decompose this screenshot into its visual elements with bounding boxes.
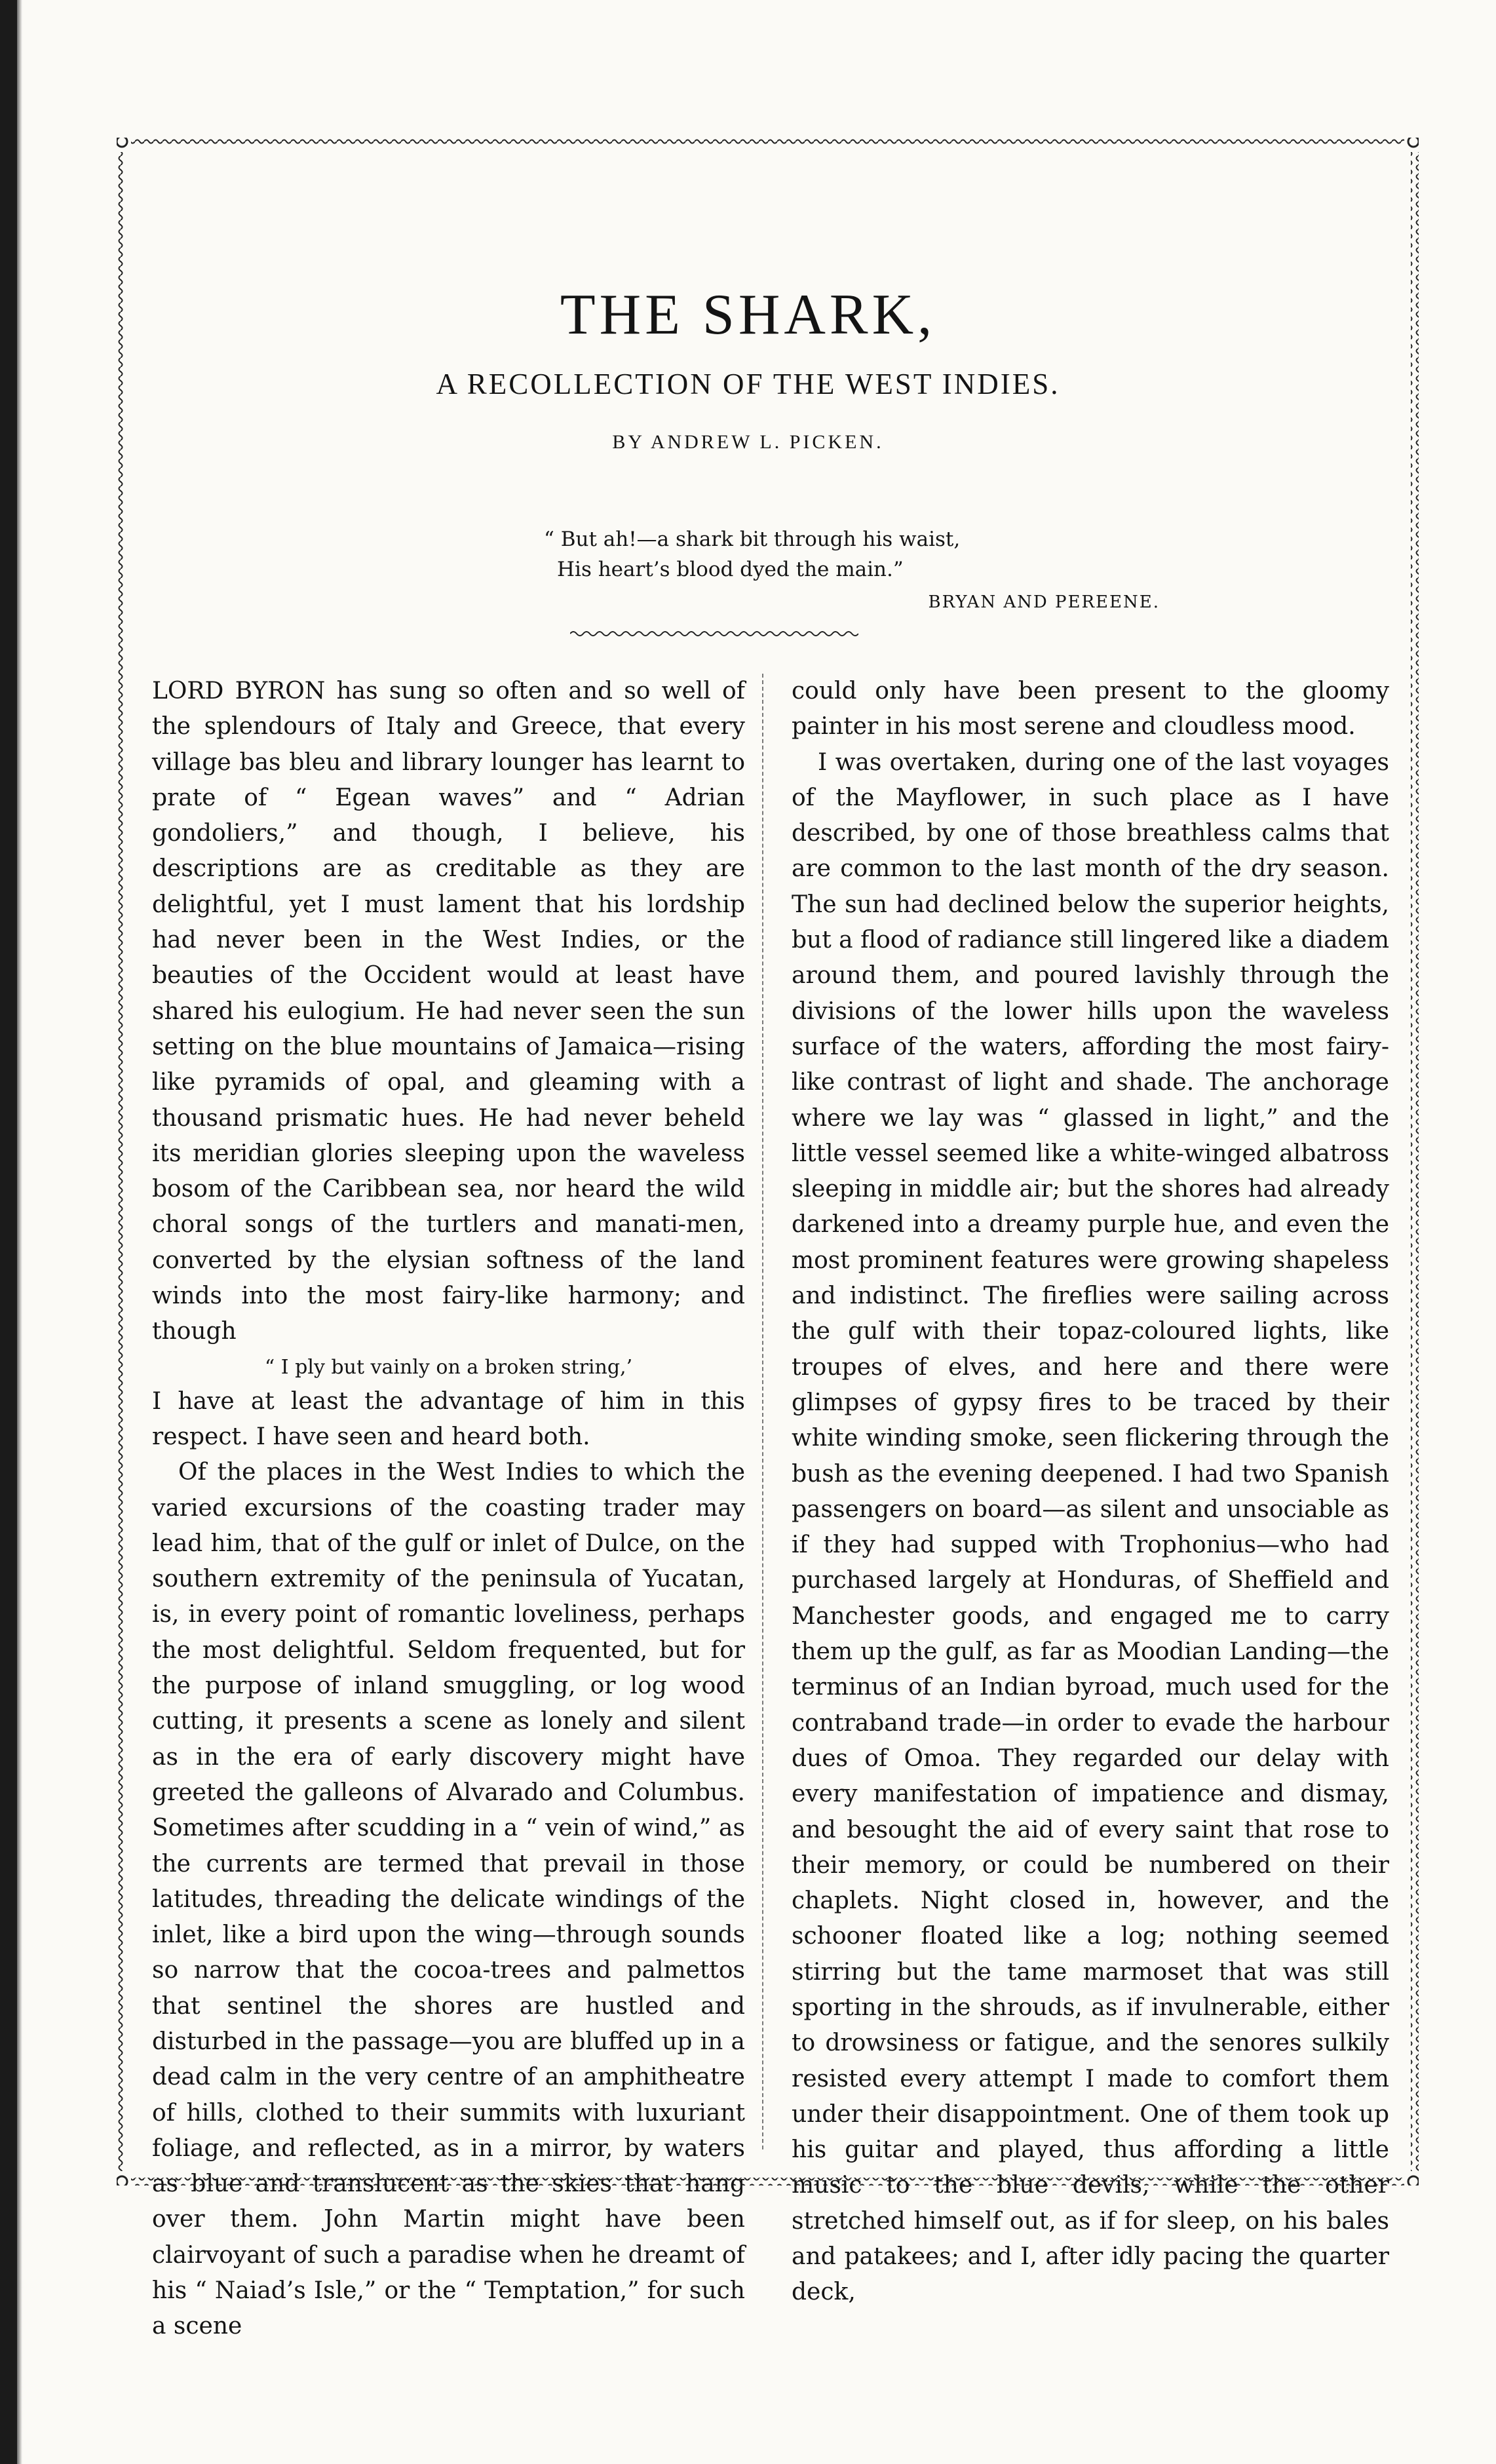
- epigraph-attribution: BRYAN AND PEREENE.: [928, 592, 1160, 612]
- paragraph: Of the places in the West Indies to which the varied excursions of the coasting trader may lead him, that of the gulf or inlet of Dulce, on the southern extremity of the peninsula of Yucatan, is, in every point of romantic loveliness, perhaps the most delightful. Seldom frequented, but for the purpose of inland smuggling, or log wood cutting, it presents a scene as lonely and silent as in the era of early discovery might have greeted the galleons of Alvarado and Columbus. Sometimes after scudding in a “ vein of wind,” as the currents are termed that prevail in those latitudes, threading the delicate windings of the inlet, like a bird upon the wing—through sounds so narrow that the cocoa-trees and palmettos that sentinel the shores are hustled and disturbed in the passage—you are bluffed up in a dead calm in the very centre of an amphitheatre of hills, clothed to their summits with luxuriant foliage, and reflected, as in a mirror, by waters as blue and translucent as the skies that hang over them. John Martin might have been clairvoyant of such a paradise when he dreamt of his “ Naiad’s Isle,” or the “ Temptation,” for such a scene: [152, 1459, 745, 2340]
- epigraph-line: “ But ah!—a shark bit through his waist,: [544, 528, 961, 551]
- right-column: [792, 674, 1389, 2311]
- article-subtitle: A RECOLLECTION OF THE WEST INDIES.: [436, 368, 1060, 400]
- epigraph-line: His heart’s blood dyed the main.”: [557, 558, 904, 581]
- column-divider: [762, 674, 763, 2149]
- inline-quote: “ I ply but vainly on a broken string,’: [264, 1355, 633, 1379]
- paragraph: I was overtaken, during one of the last voyages of the Mayflower, in such place as I have described, by one of those breathless calms that are common to the last month of the dry season. The sun had declined below the superior heights, but a flood of radiance still lingered like a diadem around them, and poured lavishly through the divisions of the lower hills upon the waveless surface of the waters, affording the most fairy-like contrast of light and shade. The anchorage where we lay was “ glassed in light,” and the little vessel seemed like a white-winged albatross sleeping in middle air; but the shores had already darkened into a dreamy purple hue, and even the most prominent features were growing shapeless and indistinct. The fireflies were sailing across the gulf with their topaz-coloured lights, like troupes of elves, and here and there were glimpses of gypsy fires to be traced by their white winding smoke, seen flickering through the bush as the evening deepened. I had two Spanish passengers on board—as silent and unsociable as if they had supped with Trophonius—who had purchased largely at Honduras, of Sheffield and Manchester goods, and engaged me to carry them up the gulf, as far as Moodian Landing—the terminus of an Indian byroad, much used for the contraband trade—in order to evade the harbour dues of Omoa. They regarded our delay with every manifestation of impatience and dismay, and besought the aid of every saint that rose to their memory, or could be numbered on their chaplets. Night closed in, however, and the schooner floated like a log; nothing seemed stirring but the tame marmoset that was still sporting in the shrouds, as if invulnerable, either to drowsiness or fatigue, and the senores sulkily resisted every attempt I made to comfort them under their disappointment. One of them took up his guitar and played, thus affording a little music to the blue devils, while the other stretched himself out, as if for sleep, on his bales and patakees; and I, after idly pacing the quarter deck,: [792, 748, 1389, 2306]
- author-byline: BY ANDREW L. PICKEN.: [612, 431, 884, 453]
- paragraph: LORD BYRON has sung so often and so well of the splendours of Italy and Greece, that every village bas bleu and library lounger has learnt to prate of “ Egean waves” and “ Adrian gondoliers,” and though, I believe, his descriptions are as creditable as they are delightful, yet I must lament that his lordship had never been in the West Indies, or the beauties of the Occident would at least have shared his eulogium. He had never seen the sun setting on the blue mountains of Jamaica—rising like pyramids of opal, and gleaming with a thousand prismatic hues. He had never beheld its meridian glories sleeping upon the waveless bosom of the Caribbean sea, nor heard the wild choral songs of the turtlers and manati-men, converted by the elysian softness of the land winds into the most fairy-like harmony; and though: [152, 678, 745, 1345]
- epigraph: [544, 524, 1160, 617]
- article-title: THE SHARK,: [560, 283, 936, 347]
- section-divider: [570, 629, 858, 638]
- left-column: [152, 674, 745, 2345]
- paragraph: I have at least the advantage of him in this respect. I have seen and heard both.: [152, 1387, 745, 1450]
- paragraph: could only have been present to the gloomy painter in his most serene and cloudless mood.: [792, 678, 1389, 741]
